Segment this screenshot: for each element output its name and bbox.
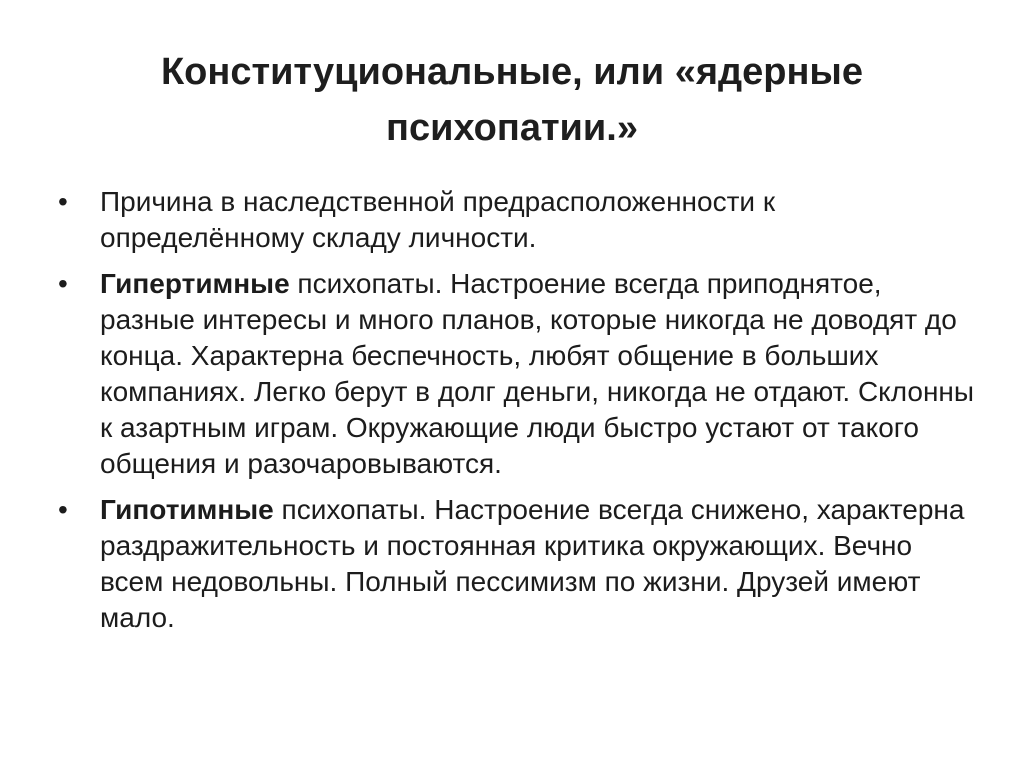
title-line-2: психопатии.» bbox=[386, 107, 638, 149]
bullet-dot-icon: • bbox=[58, 494, 68, 525]
slide-title bbox=[80, 44, 944, 156]
bullet-list bbox=[58, 184, 978, 646]
title-line-1: Конституциональные, или «ядерные bbox=[160, 51, 864, 93]
bullet-text: Причина в наследственной предрасположенности к определённому складу личности. bbox=[100, 186, 776, 253]
bullet-bold-term: Гипотимные bbox=[100, 494, 274, 525]
bullet-dot-icon: • bbox=[58, 186, 68, 217]
bullet-item-hyperthymic bbox=[58, 266, 978, 482]
bullet-text: психопаты. Настроение всегда снижено, характерна раздражительность и постоянная критика окружающих. Вечно всем недовольны. Полный пессимизм по жизни. Друзей имеют мало. bbox=[100, 494, 965, 633]
bullet-bold-term: Гипертимные bbox=[100, 268, 290, 299]
bullet-dot-icon: • bbox=[58, 268, 68, 299]
bullet-text: психопаты. Настроение всегда приподнятое, разные интересы и много планов, которые никогда не доводят до конца. Характерна беспечность, любят общение в больших компаниях. Легко берут в долг деньги, никогда не отдают. Склонны к азартным играм. Окружающие люди быстро устают от такого общения и разочаровываются. bbox=[100, 268, 975, 479]
bullet-item-cause bbox=[58, 184, 978, 256]
bullet-item-hypothymic bbox=[58, 492, 978, 636]
